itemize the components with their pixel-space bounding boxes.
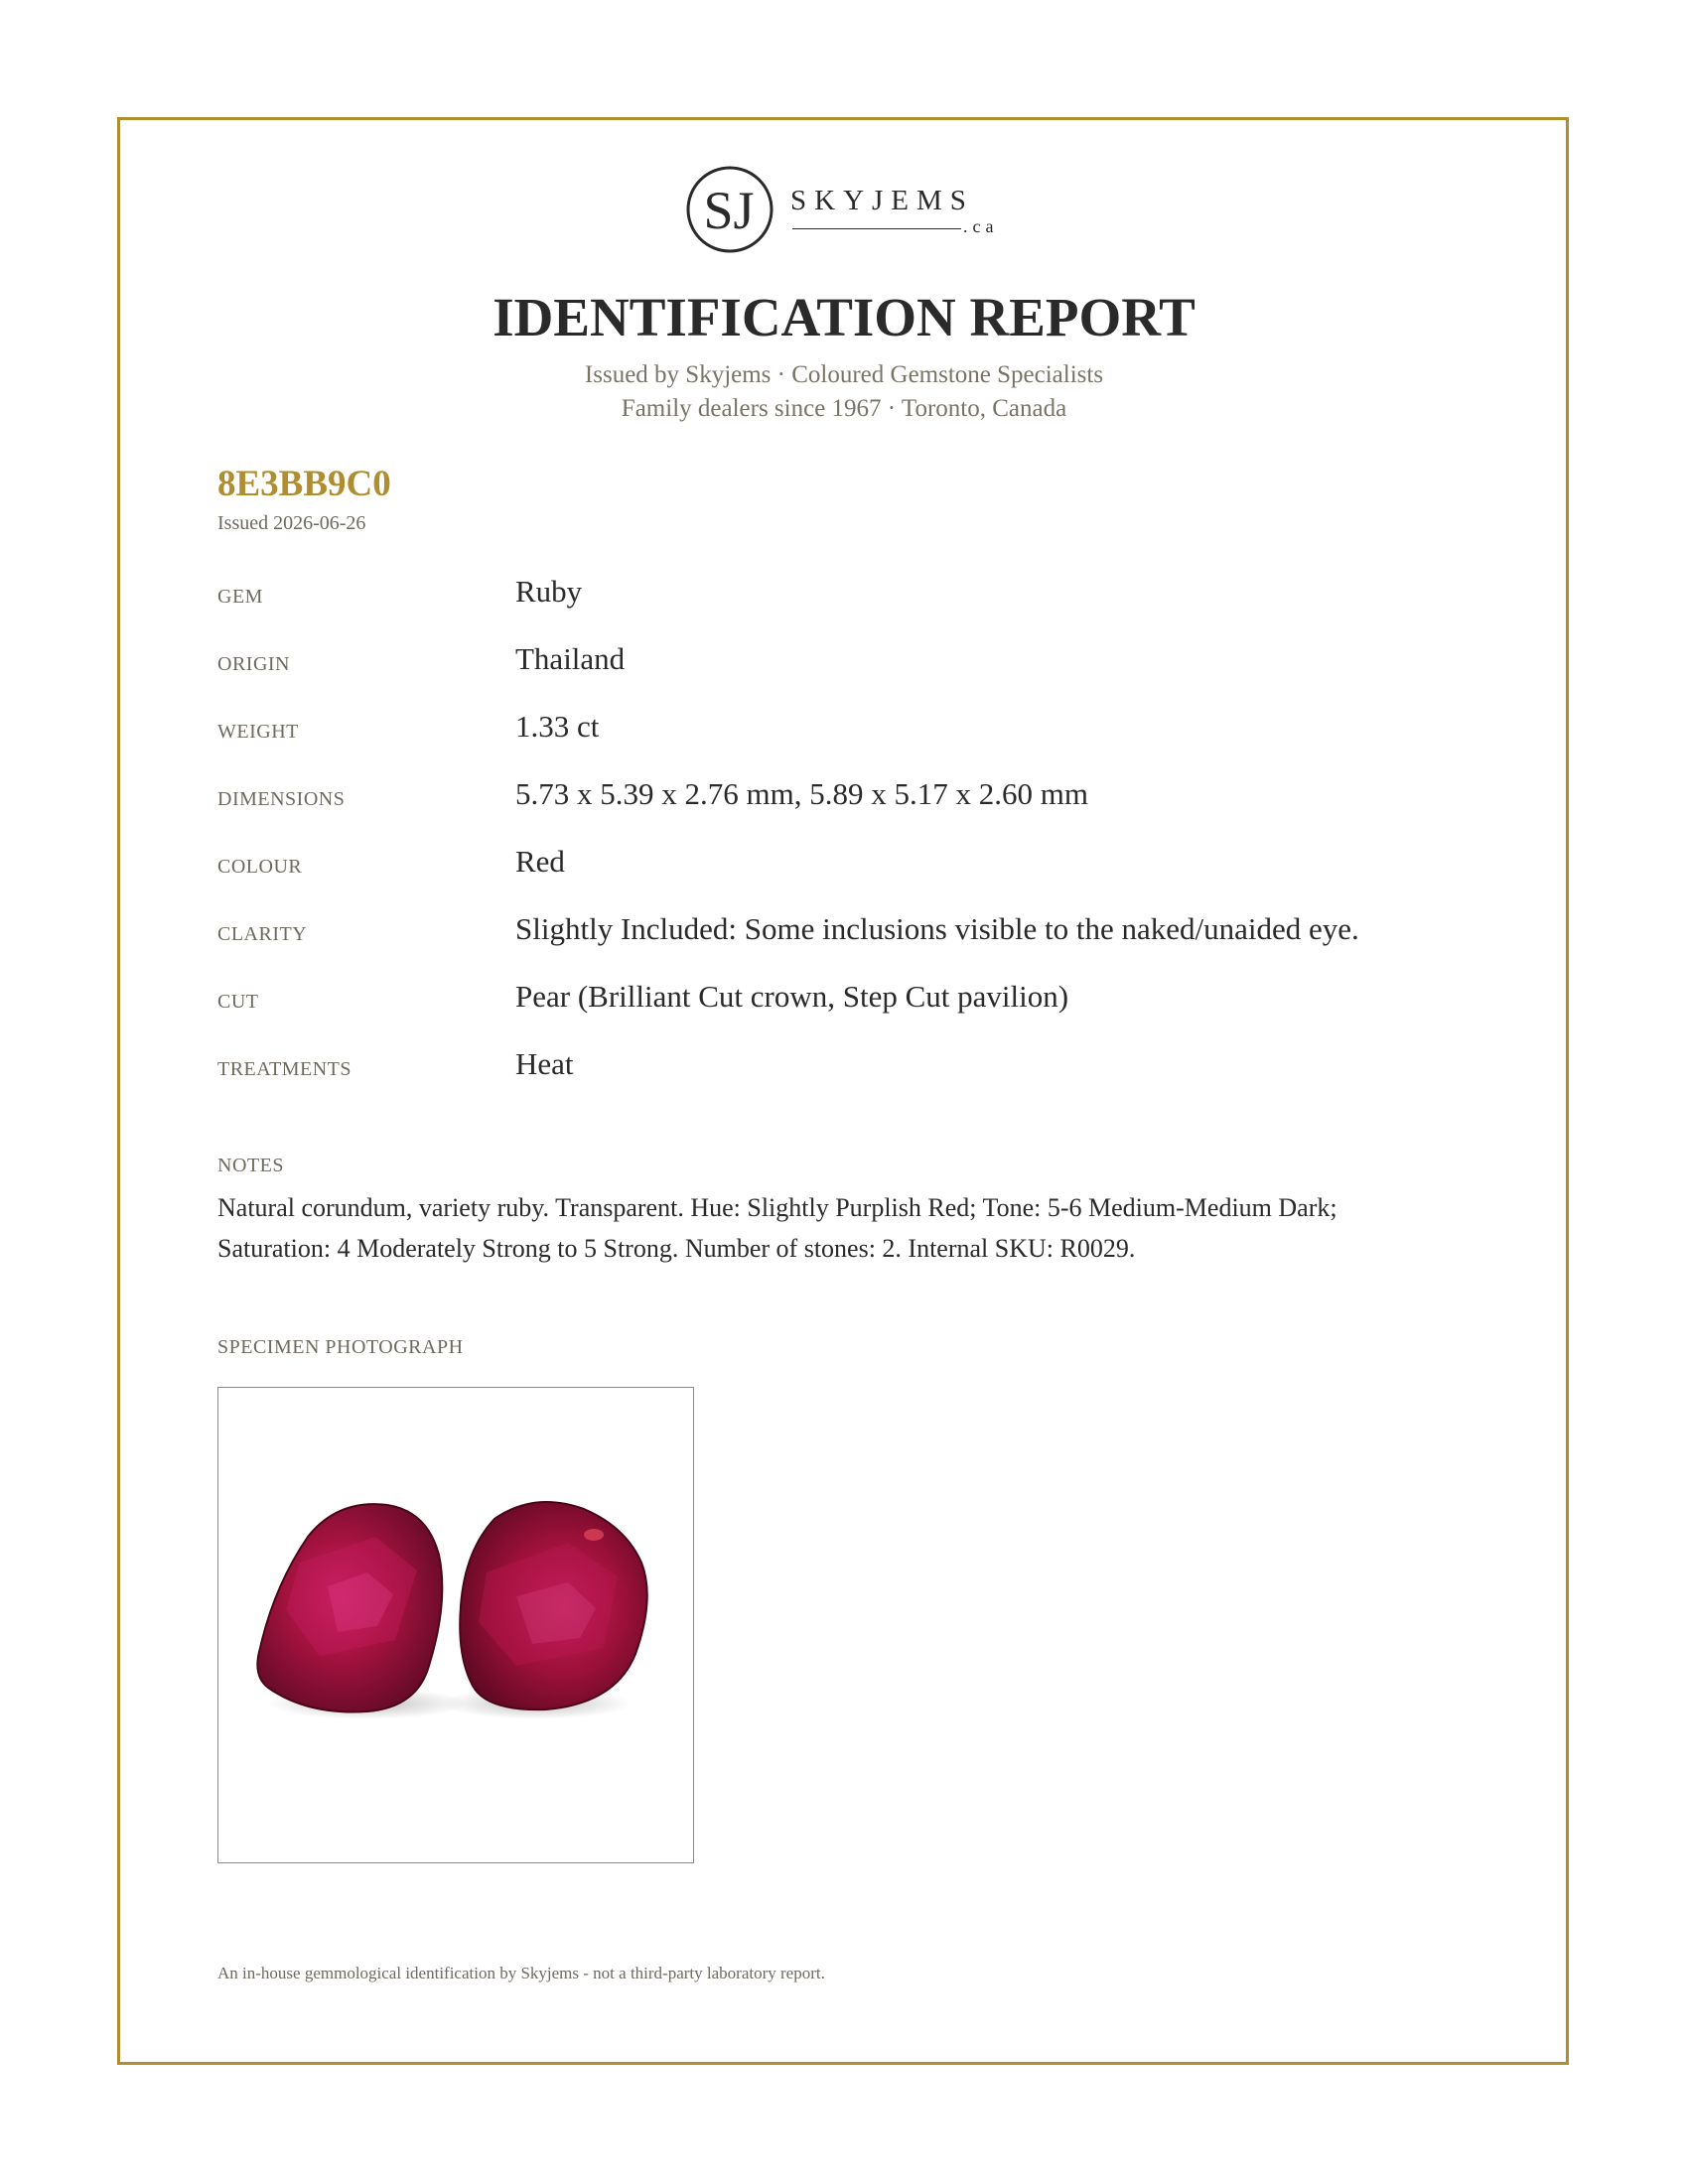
field-row-colour <box>217 842 1488 909</box>
dealer-subtitle: Family dealers since 1967 · Toronto, Canada <box>621 395 1067 422</box>
field-row-cut <box>217 977 1488 1044</box>
gem-details <box>217 572 1488 1112</box>
field-label: TREATMENTS <box>217 1058 352 1080</box>
field-value: Slightly Included: Some inclusions visible to the naked/unaided eye. <box>515 911 1359 946</box>
field-label: COLOUR <box>217 856 303 878</box>
specimen-photo <box>217 1387 694 1863</box>
field-label: DIMENSIONS <box>217 788 346 810</box>
field-row-clarity <box>217 909 1488 977</box>
field-label: WEIGHT <box>217 721 299 743</box>
field-value: Red <box>515 844 565 879</box>
field-row-gem <box>217 572 1488 639</box>
skyjems-logo <box>685 165 1013 264</box>
logo-rule <box>792 228 961 229</box>
field-value: 1.33 ct <box>515 709 600 744</box>
report-title: IDENTIFICATION REPORT <box>492 287 1196 347</box>
sj-monogram-text: SJ <box>703 181 755 240</box>
field-row-weight <box>217 707 1488 774</box>
ruby-pair-illustration <box>218 1388 692 1861</box>
field-value: Pear (Brilliant Cut crown, Step Cut pavilion) <box>515 979 1069 1014</box>
field-label: ORIGIN <box>217 653 290 675</box>
field-value: Thailand <box>515 641 626 676</box>
field-row-treatments <box>217 1044 1488 1112</box>
issued-date: Issued 2026-06-26 <box>217 512 366 534</box>
field-value: Ruby <box>515 574 583 609</box>
brand-domain-suffix: .ca <box>963 216 999 236</box>
field-value: Heat <box>515 1046 574 1081</box>
issuer-subtitle: Issued by Skyjems · Coloured Gemstone Specialists <box>584 361 1104 388</box>
field-label: GEM <box>217 586 263 608</box>
report-id: 8E3BB9C0 <box>217 464 391 504</box>
field-row-origin <box>217 639 1488 707</box>
sj-monogram-icon <box>685 165 774 254</box>
footer-disclaimer: An in-house gemmological identification by Skyjems - not a third-party laboratory report. <box>217 1964 825 1982</box>
field-label: CLARITY <box>217 923 308 945</box>
notes-heading: NOTES <box>217 1155 284 1176</box>
notes-text: Natural corundum, variety ruby. Transparent. Hue: Slightly Purplish Red; Tone: 5-6 Medium-Medium Dark; Saturation: 4 Moderately Strong to 5 Strong. Number of stones: 2. Internal SKU: R0029. <box>217 1193 1337 1263</box>
brand-name: SKYJEMS <box>790 185 974 216</box>
field-label: CUT <box>217 991 259 1013</box>
field-value: 5.73 x 5.39 x 2.76 mm, 5.89 x 5.17 x 2.60 mm <box>515 776 1088 811</box>
field-row-dimensions <box>217 774 1488 842</box>
photo-heading: SPECIMEN PHOTOGRAPH <box>217 1336 464 1358</box>
stone-highlight <box>584 1529 604 1541</box>
